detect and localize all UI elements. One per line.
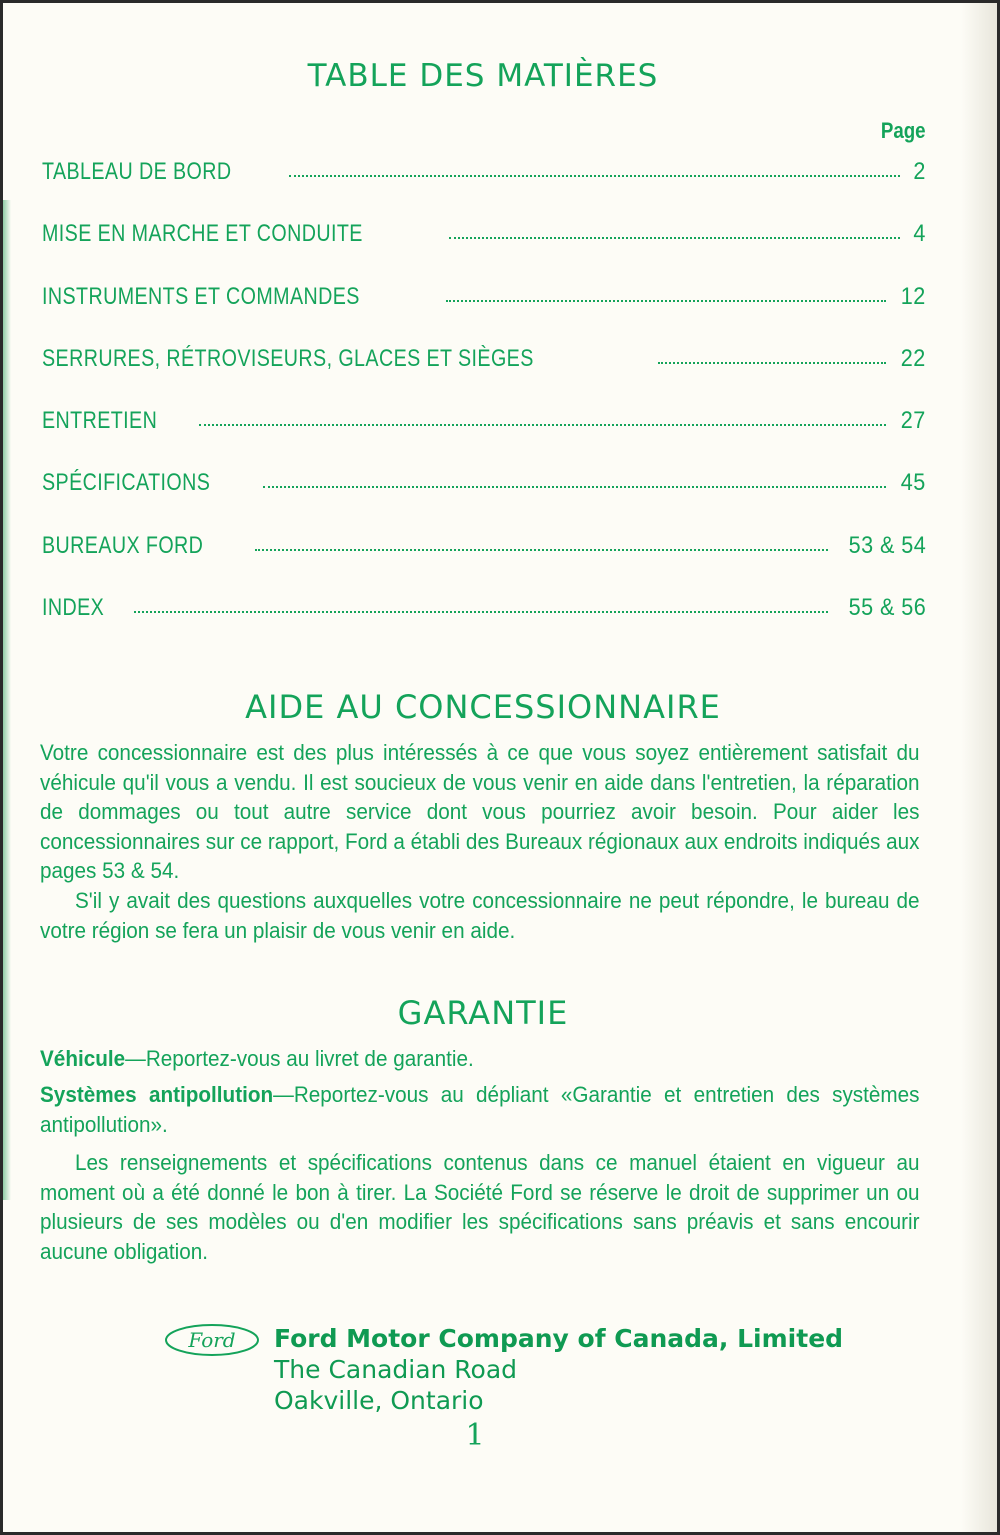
toc-entry-page: 2 — [913, 158, 926, 185]
garantie-heading: GARANTIE — [397, 994, 569, 1032]
toc-entry-title: BUREAUX FORD — [42, 531, 204, 559]
toc-row — [42, 469, 926, 531]
toc-entry-title: INDEX — [42, 594, 105, 622]
toc-entry-title: ENTRETIEN — [42, 407, 158, 435]
toc-leader-dots — [449, 237, 900, 239]
frame-border — [0, 0, 3, 1535]
toc-leader-dots — [446, 300, 887, 302]
toc-row — [42, 594, 926, 656]
toc-leader-dots — [199, 424, 887, 426]
toc-row — [42, 532, 926, 594]
toc-entry-page: 55 & 56 — [848, 594, 926, 622]
toc-entry-title: SERRURES, RÉTROVISEURS, GLACES ET SIÈGES — [42, 344, 534, 372]
toc-entry-page: 22 — [901, 344, 926, 372]
toc-row — [42, 345, 926, 407]
toc-heading: TABLE DES MATIÈRES — [307, 58, 659, 94]
table-of-contents — [42, 158, 926, 656]
frame-border — [0, 0, 1000, 3]
company-address-line-1: The Canadian Road — [274, 1355, 518, 1384]
toc-entry-page: 12 — [901, 282, 926, 310]
toc-leader-dots — [658, 362, 887, 364]
garantie-systemes — [40, 1080, 920, 1139]
toc-entry-title: MISE EN MARCHE ET CONDUITE — [42, 220, 363, 248]
ford-logo-icon — [162, 1322, 262, 1358]
toc-entry-page: 27 — [901, 407, 926, 435]
toc-row — [42, 158, 926, 220]
company-name: Ford Motor Company of Canada, Limited — [274, 1324, 844, 1353]
toc-row — [42, 220, 926, 282]
aide-paragraph-2: S'il y avait des questions auxquelles votre concessionnaire ne peut répondre, le bureau de votre région se fera un plaisir de vous venir en aide. — [40, 888, 920, 943]
toc-row — [42, 283, 926, 345]
toc-entry-page: 45 — [901, 469, 926, 497]
company-address-line-2: Oakville, Ontario — [274, 1386, 484, 1415]
toc-entry-title: INSTRUMENTS ET COMMANDES — [42, 282, 360, 310]
aide-paragraph-1: Votre concessionnaire est des plus intéressés à ce que vous soyez entièrement satisfait du véhicule qu'il vous a vendu. Il est soucieux de vous venir en aide dans l'entretien, la réparation de dommages ou tout autre service dont vous pourriez avoir besoin. Pour aider les concessionnaires sur ce rapport, Ford a établi des Bureaux régionaux aux endroits indiqués aux pages 53 & 54. — [40, 740, 920, 883]
garantie-note: Les renseignements et spécifications contenus dans ce manuel étaient en vigueur au moment où a été donné le bon à tirer. La Société Ford se réserve le droit de supprimer un ou plusieurs de ses modèles ou d'en modifier les spécifications sans préavis et sans encourir aucune obligation. — [40, 1150, 920, 1264]
vehicule-text: —Reportez-vous au livret de garantie. — [125, 1046, 474, 1071]
page-number: 1 — [465, 1418, 485, 1453]
page-edge-shadow — [961, 0, 997, 1535]
toc-leader-dots — [134, 611, 828, 613]
toc-leader-dots — [255, 549, 828, 551]
aide-heading: AIDE AU CONCESSIONNAIRE — [245, 688, 721, 726]
systemes-label: Systèmes antipollution — [40, 1082, 274, 1107]
toc-entry-page: 4 — [913, 220, 926, 248]
page-column-label: Page — [881, 118, 926, 143]
toc-leader-dots — [289, 175, 900, 177]
toc-entry-title: SPÉCIFICATIONS — [42, 469, 211, 497]
ford-logo-text: Ford — [188, 1328, 236, 1352]
toc-leader-dots — [263, 486, 886, 488]
toc-entry-page: 53 & 54 — [848, 531, 926, 559]
toc-entry-title: TABLEAU DE BORD — [42, 158, 232, 185]
toc-row — [42, 407, 926, 469]
systemes-text: —Reportez-vous au dépliant «Garantie et entretien des systèmes antipollution». — [40, 1082, 920, 1137]
vehicule-label: Véhicule — [40, 1046, 126, 1071]
garantie-vehicule — [40, 1044, 920, 1074]
